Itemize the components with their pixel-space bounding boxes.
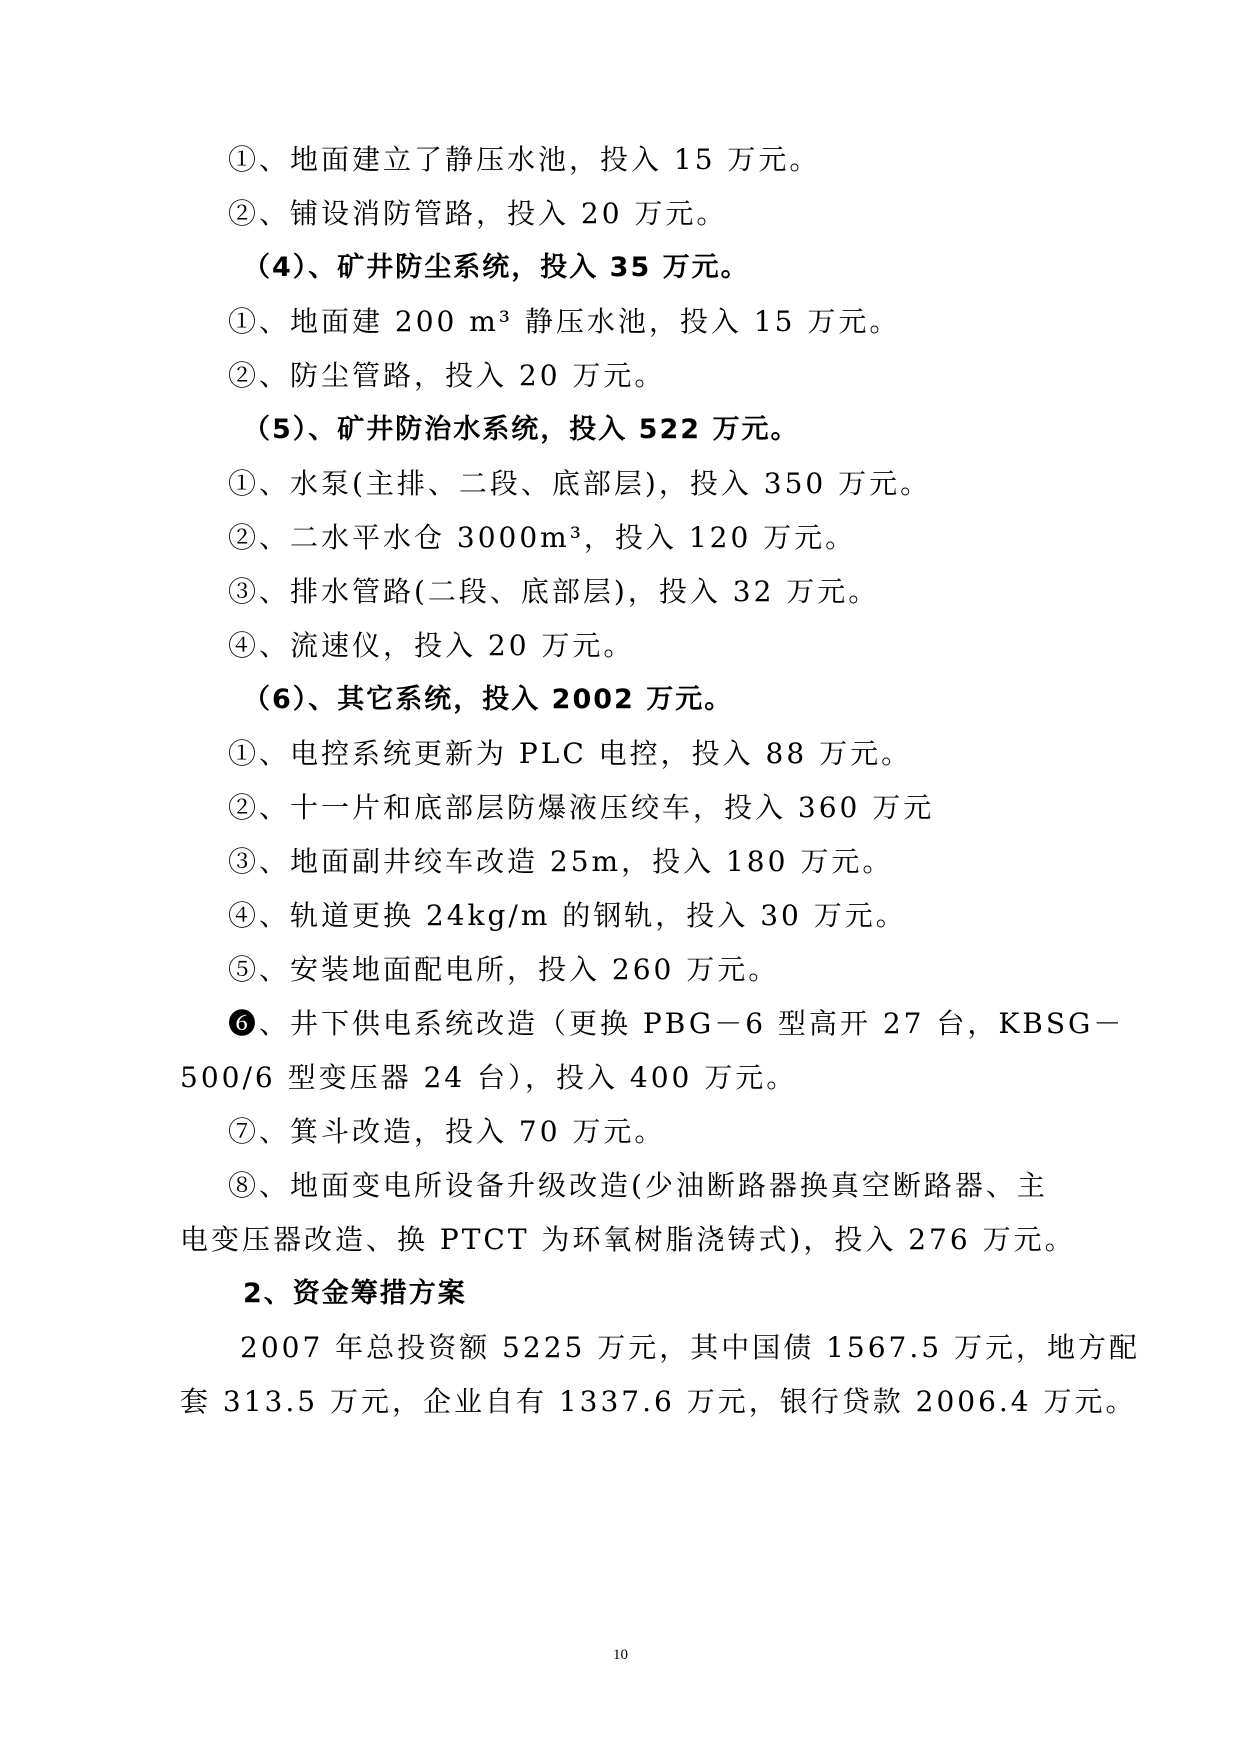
list-item-continuation: 电变压器改造、换 PTCT 为环氧树脂浇铸式)，投入 276 万元。 <box>180 1223 1076 1256</box>
list-item: ②、铺设消防管路，投入 20 万元。 <box>228 197 728 230</box>
list-item: ④、轨道更换 24kg/m 的钢轨，投入 30 万元。 <box>228 899 907 932</box>
paragraph-line: 2007 年总投资额 5225 万元，其中国债 1567.5 万元，地方配 <box>240 1331 1140 1364</box>
section-heading: （5）、矿井防治水系统，投入 522 万元。 <box>243 414 800 445</box>
list-item: ⑧、地面变电所设备升级改造(少油断路器换真空断路器、主 <box>228 1169 1048 1202</box>
list-item: ①、电控系统更新为 PLC 电控，投入 88 万元。 <box>228 737 913 770</box>
page-number: 10 <box>613 1647 628 1663</box>
list-item: ②、防尘管路，投入 20 万元。 <box>228 359 666 392</box>
list-item-continuation: 500/6 型变压器 24 台），投入 400 万元。 <box>180 1061 798 1094</box>
list-item: ①、水泵(主排、二段、底部层)，投入 350 万元。 <box>228 467 932 500</box>
list-item: ③、排水管路(二段、底部层)，投入 32 万元。 <box>228 575 880 608</box>
list-item: ①、地面建 200 m³ 静压水池，投入 15 万元。 <box>228 305 901 338</box>
list-item: ②、二水平水仓 3000m³，投入 120 万元。 <box>228 521 857 554</box>
section-heading: （6）、其它系统，投入 2002 万元。 <box>243 684 734 715</box>
list-item: ①、地面建立了静压水池，投入 15 万元。 <box>228 143 821 176</box>
list-item: ②、十一片和底部层防爆液压绞车，投入 360 万元 <box>228 791 935 824</box>
list-item: ❻、井下供电系统改造（更换 PBG－6 型高开 27 台，KBSG－ <box>228 1007 1125 1040</box>
section-heading: 2、资金筹措方案 <box>243 1278 467 1309</box>
section-heading: （4）、矿井防尘系统，投入 35 万元。 <box>243 252 750 283</box>
list-item: ③、地面副井绞车改造 25m，投入 180 万元。 <box>228 845 894 878</box>
paragraph-line: 套 313.5 万元，企业自有 1337.6 万元，银行贷款 2006.4 万元。 <box>180 1385 1137 1418</box>
list-item: ⑦、箕斗改造，投入 70 万元。 <box>228 1115 666 1148</box>
list-item: ⑤、安装地面配电所，投入 260 万元。 <box>228 953 780 986</box>
list-item: ④、流速仪，投入 20 万元。 <box>228 629 635 662</box>
